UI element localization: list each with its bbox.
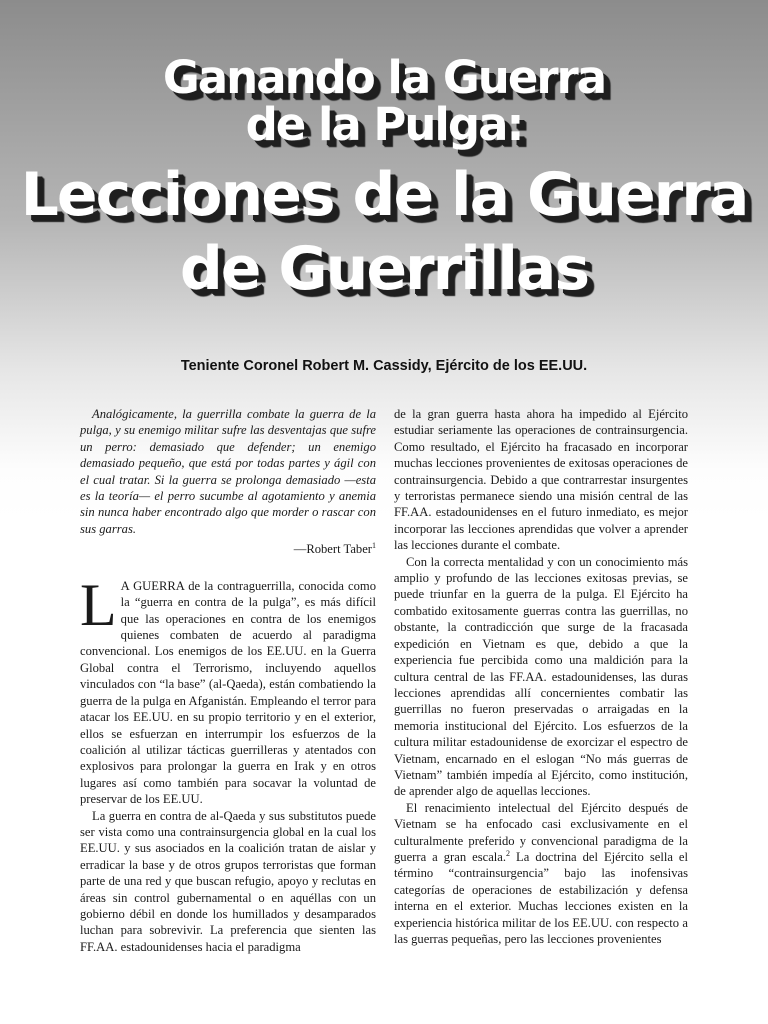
body-paragraph: La guerra en contra de al-Qaeda y sus substitutos puede ser vista como una contrainsurgencia global en la cual los EE.UU. y sus asociados en la coalición tratan de aislar y erradicar la base y de otros grupos terroristas que forman parte de una red y que buscan refugio, apoyo y reclutas en áreas sin control gubernamental o en aquéllas con un gobierno débil en donde los humillados y desamparados luchan para sobrevivir. La preferencia que sienten las FF.AA. estadounidenses hacia el paradigma xyxy=(80,808,376,954)
body-paragraph xyxy=(394,800,688,948)
epigraph-author: —Robert Taber xyxy=(293,542,372,557)
body-paragraph-text: El renacimiento intelectual del Ejército después de Vietnam se ha enfocado casi exclusivamente en el culturalmente preferido y convencional paradigma de la guerra a gran escala. xyxy=(394,800,688,864)
left-column xyxy=(80,406,376,955)
epigraph-attribution xyxy=(80,538,376,558)
drop-cap: L xyxy=(80,571,117,638)
article-title xyxy=(0,51,768,304)
body-paragraph: de la gran guerra hasta ahora ha impedido al Ejército estudiar seriamente las operaciones de contrainsurgencia. Como resultado, el Ejército ha fracasado en incorporar muchas lecciones provenientes de exitosas operaciones de contrainsurgencia. Debido a que contrarrestar insurgentes y terroristas permanece siendo una misión central de las FF.AA. estadounidenses en el futuro inmediato, es mejor incorporar las lecciones aprendidas que volver a aprender las lecciones durante el combate. xyxy=(394,407,688,553)
lead-paragraph xyxy=(80,571,376,808)
title-line-1: Ganando la Guerra xyxy=(162,51,606,104)
body-paragraph: Con la correcta mentalidad y con un conocimiento más amplio y profundo de las lecciones exitosas previas, se puede triunfar en la guerra de la pulga. El Ejército ha combatido exitosamente guerras contra las guerrillas, no obstante, la contradicción que surge de la fracasada expedición en Vietnam es que, debido a que la experiencia fue percibida como una maldición para la cultura central de las FF.AA. estadounidenses, las duras lecciones aprendidas allí concernientes combatir las guerrillas no fueron preservadas o arraigadas en la memoria institucional del Ejército. Los esfuerzos de la cultura militar estadounidense de exorcizar el espectro de Vietnam, encarnado en el eslogan “No más guerras de Vietnam” también impedía al Ejército, como institución, de aprender algo de aquellas lecciones. xyxy=(394,554,688,799)
footnote-marker: 1 xyxy=(372,541,376,551)
body-paragraph-text: La doctrina del Ejército sella el término “contrainsurgencia” bajo las inofensivas categorías de operaciones de estabilización y defensa interna en el exterior. Muchas lecciones existen en la experiencia histórica militar de los EE.UU. con respecto a las guerras pequeñas, pero las lecciones provenientes xyxy=(394,849,688,946)
author-byline: Teniente Coronel Robert M. Cassidy, Ejército de los EE.UU. xyxy=(180,358,588,374)
title-line-2: de la Pulga: xyxy=(245,98,523,151)
footnote-marker: 2 xyxy=(506,848,511,858)
right-column xyxy=(394,406,688,947)
title-line-4: de Guerrillas xyxy=(179,234,589,304)
title-line-3: Lecciones de la Guerra xyxy=(20,160,748,230)
lead-paragraph-text: A GUERRA de la contraguerrilla, conocida como la “guerra en contra de la pulga”, es más difícil que las operaciones en contra de los enemigos quienes combaten de acuerdo al paradigma convencional. Los enemigos de los EE.UU. en la Guerra Global contra el Terrorismo, incluyendo aquellos vinculados con “la base” (al-Qaeda), están combatiendo la guerra de la pulga en Afganistán. Empleando el terror para atacar los EE.UU. en su propio territorio y en el exterior, ellos se esfuerzan en interrumpir los esfuerzos de la coalición al utilizar tácticas guerrilleras y atentados con explosivos para prolongar la guerra en Irak y en otros lugares así como también para socavar la voluntad de preservar de los EE.UU. xyxy=(80,578,376,807)
epigraph-quote: Analógicamente, la guerrilla combate la guerra de la pulga, y su enemigo militar sufre las desventajas que sufre un perro: demasiado que defender; un enemigo demasiado pequeño, que está por todas partes y ágil con el cual tratar. Si la guerra se prolonga demasiado —esta es la teoría— el perro sucumbe al agotamiento y anemia sin nunca haber encontrado algo que morder o rascar con sus garras. xyxy=(80,407,376,536)
